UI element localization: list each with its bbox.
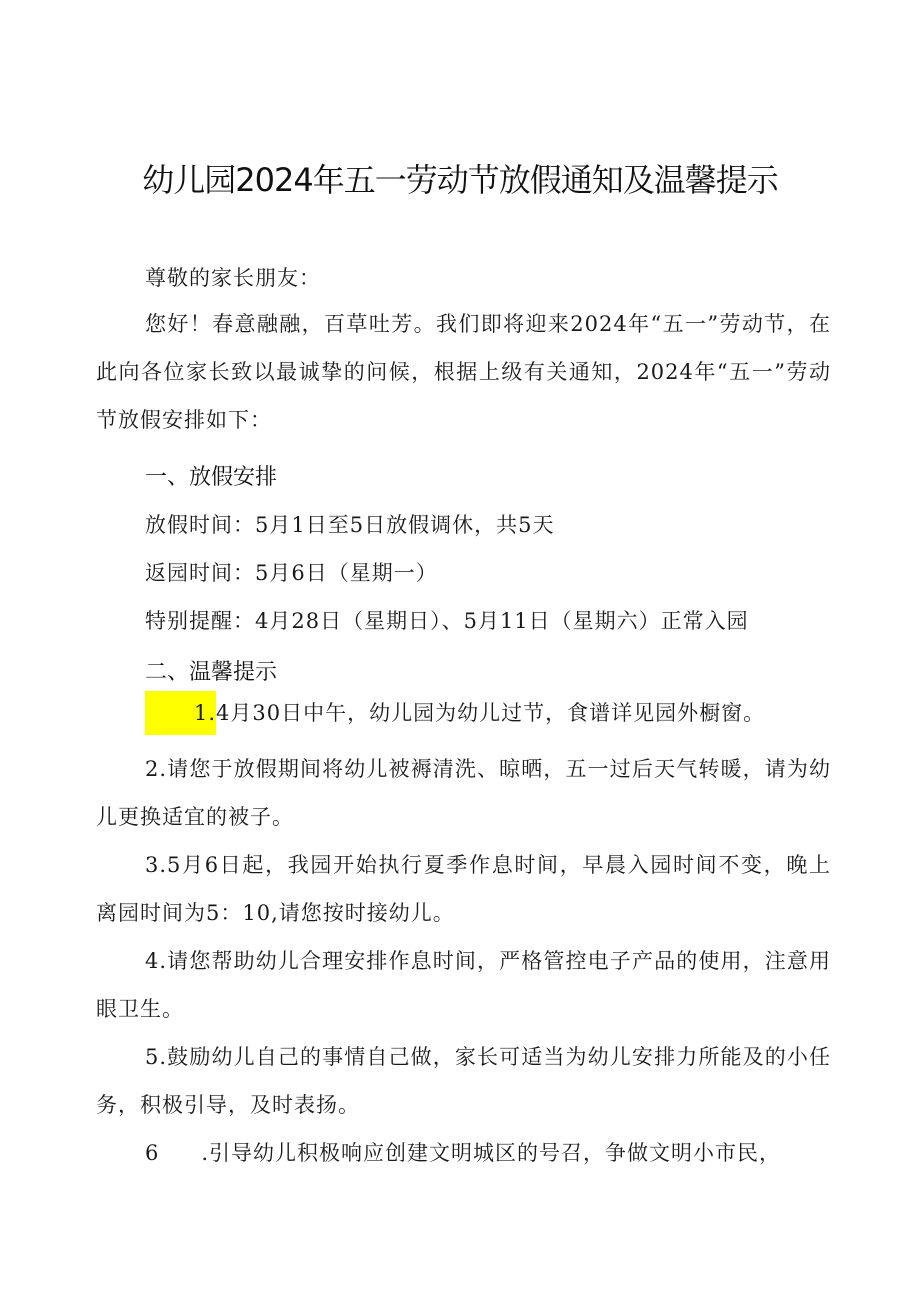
greeting: 尊敬的家长朋友： bbox=[145, 266, 321, 290]
tip-text: .5月6日起，我园开始执行夏季作息时间，早晨入园时间不变，晚上离园时间为5：10,请您按时接幼儿。 bbox=[96, 853, 831, 925]
holiday-time-line: 放假时间：5月1日至5日放假调休，共5天 bbox=[145, 513, 555, 537]
tip-number: 6 bbox=[145, 1141, 160, 1165]
document-title: 幼儿园2024年五一劳动节放假通知及温馨提示 bbox=[142, 161, 778, 199]
tip-item bbox=[96, 745, 831, 841]
tip-item bbox=[96, 841, 831, 937]
highlighted-number: 1. bbox=[145, 691, 216, 735]
tip-number: 4 bbox=[145, 949, 160, 973]
return-time-line: 返园时间：5月6日（星期一） bbox=[145, 561, 438, 585]
tip-item bbox=[96, 1033, 831, 1129]
tip-item bbox=[96, 1129, 831, 1177]
intro-paragraph bbox=[96, 300, 831, 444]
tip-item bbox=[96, 689, 831, 737]
tip-number: 5 bbox=[145, 1045, 160, 1069]
tip-number: 3 bbox=[145, 853, 160, 877]
section-heading-tips: 二、温馨提示 bbox=[145, 660, 278, 685]
tip-text: 4月30日中午，幼儿园为幼儿过节，食谱详见园外橱窗。 bbox=[216, 701, 766, 725]
tip-text: .请您于放假期间将幼儿被褥清洗、晾晒，五一过后天气转暖，请为幼儿更换适宜的被子。 bbox=[96, 757, 831, 829]
special-reminder-line: 特别提醒：4月28日（星期日）、5月11日（星期六）正常入园 bbox=[145, 609, 749, 633]
tip-item bbox=[96, 937, 831, 1033]
tip-text: .鼓励幼儿自己的事情自己做，家长可适当为幼儿安排力所能及的小任务，积极引导，及时表扬。 bbox=[96, 1045, 831, 1117]
intro-text: 您好！春意融融，百草吐芳。我们即将迎来2024年“五一”劳动节，在此向各位家长致以最诚挚的问候，根据上级有关通知，2024年“五一”劳动节放假安排如下： bbox=[96, 312, 831, 432]
tip-text: .引导幼儿积极响应创建文明城区的号召，争做文明小市民， bbox=[201, 1141, 782, 1165]
tip-number: 2 bbox=[145, 757, 160, 781]
section-heading-holiday: 一、放假安排 bbox=[145, 465, 278, 490]
tip-text: .请您帮助幼儿合理安排作息时间，严格管控电子产品的使用，注意用眼卫生。 bbox=[96, 949, 831, 1021]
